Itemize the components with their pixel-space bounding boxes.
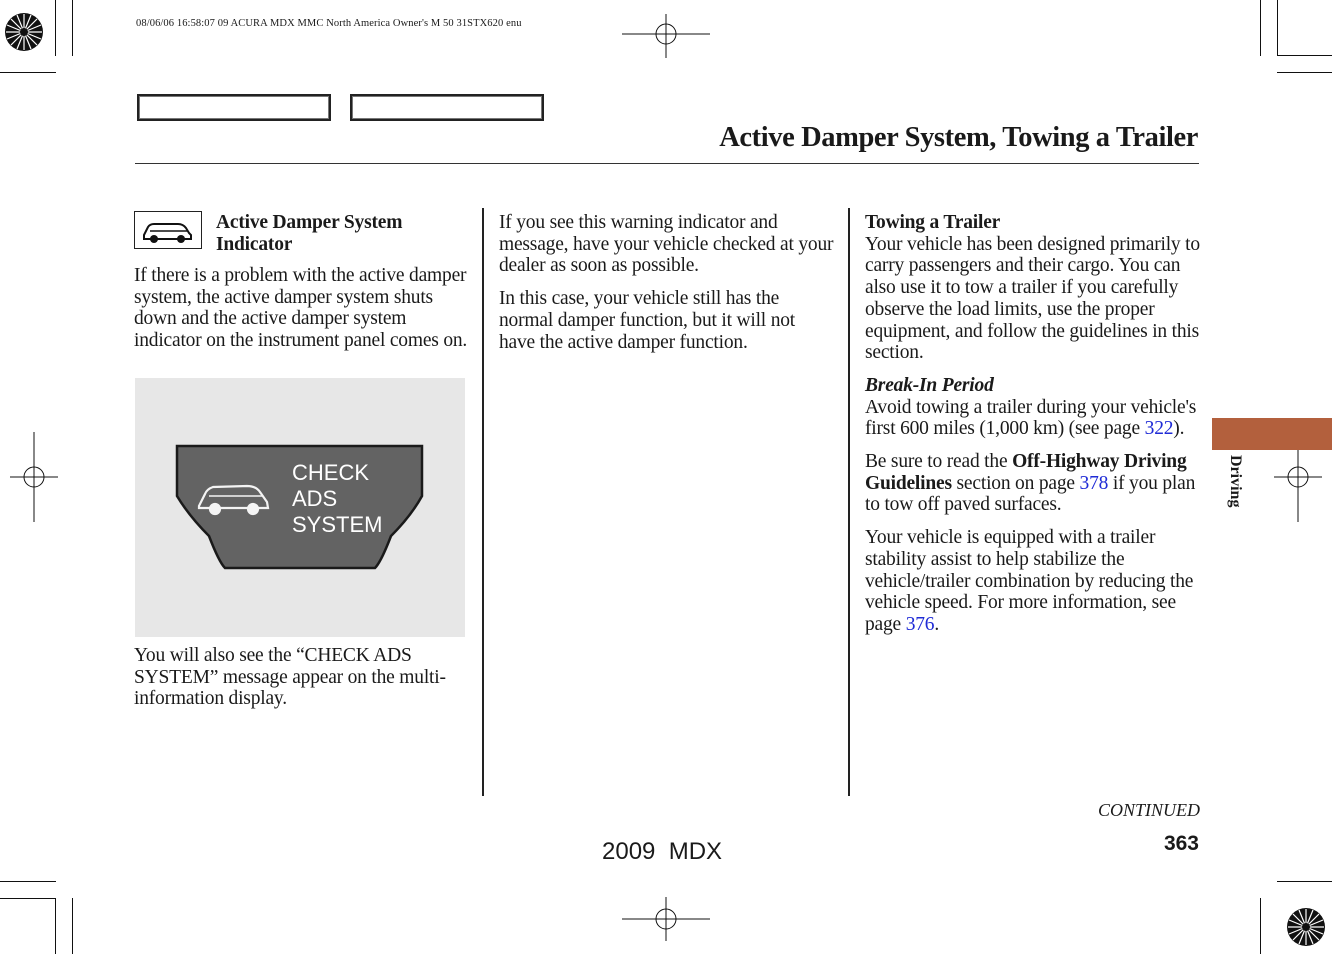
breakin-para: Avoid towing a trailer during your vehicle's first 600 miles (1,000 km) (see page 322). bbox=[865, 396, 1197, 440]
message-para: You will also see the “CHECK ADS SYSTEM” message appear on the multi-information display. bbox=[134, 645, 446, 710]
section-tab-marker bbox=[1212, 418, 1332, 450]
page-link-322[interactable]: 322 bbox=[1144, 418, 1174, 440]
display-illustration bbox=[135, 378, 465, 637]
page-number: 363 bbox=[1163, 832, 1199, 855]
column-2 bbox=[499, 212, 835, 364]
damper-function-para: In this case, your vehicle still has the normal damper function, but it will not have the active damper function. bbox=[499, 288, 796, 353]
crosshair-mark-icon bbox=[622, 14, 710, 58]
stability-para: Your vehicle is equipped with a trailer stability assist to help stabilize the vehicle/trailer combination by reducing the vehicle speed. For more information, see page 376. bbox=[865, 527, 1194, 635]
damper-description bbox=[134, 265, 470, 363]
continued-label: CONTINUED bbox=[1097, 800, 1200, 820]
column-divider bbox=[482, 208, 484, 796]
crosshair-mark-icon bbox=[10, 432, 58, 522]
page-link-378[interactable]: 378 bbox=[1079, 472, 1109, 494]
footer-model: 2009 MDX bbox=[602, 838, 723, 865]
page-title: Active Damper System, Towing a Trailer bbox=[719, 122, 1198, 153]
title-divider bbox=[135, 163, 1199, 164]
offhighway-guidelines-title: Off-Highway Driving Guidelines bbox=[865, 451, 1187, 494]
display-text-line-3: SYSTEM bbox=[292, 512, 383, 537]
damper-para: If there is a problem with the active damper system, the active damper system shuts down and the active damper system indicator on the instrument panel comes on. bbox=[134, 265, 468, 352]
nav-button-next[interactable] bbox=[350, 94, 544, 121]
section-heading-towing: Towing a Trailer bbox=[865, 212, 1001, 233]
nav-button-prev[interactable] bbox=[137, 94, 331, 121]
dealer-check-para: If you see this warning indicator and message, have your vehicle checked at your dealer as soon as possible. bbox=[499, 212, 834, 277]
registration-mark-icon bbox=[3, 11, 45, 53]
registration-mark-icon bbox=[1285, 906, 1327, 948]
offhighway-para: Be sure to read the Off-Highway Driving Guidelines section on page 378 if you plan to tow off paved surfaces. bbox=[865, 451, 1196, 516]
section-tab-label: Driving bbox=[1227, 455, 1244, 508]
towing-intro: Your vehicle has been designed primarily to carry passengers and their cargo. You can also use it to tow a trailer if you carefully observe the load limits, use the proper equipment, and follow the guidelines in this section. bbox=[865, 233, 1200, 364]
display-message-note bbox=[134, 645, 470, 721]
section-heading-damper: Active Damper System Indicator bbox=[216, 212, 403, 255]
breakin-heading: Break-In Period bbox=[865, 374, 994, 396]
column-divider bbox=[848, 208, 850, 796]
active-damper-indicator-icon bbox=[134, 211, 202, 249]
print-metadata: 08/06/06 16:58:07 09 ACURA MDX MMC North America Owner's M 50 31STX620 enu bbox=[136, 18, 522, 29]
page-link-376[interactable]: 376 bbox=[905, 613, 935, 635]
column-3 bbox=[865, 212, 1201, 647]
crosshair-mark-icon bbox=[622, 897, 710, 941]
display-text-line-2: ADS bbox=[292, 486, 338, 511]
display-text-line-1: CHECK bbox=[292, 460, 370, 485]
